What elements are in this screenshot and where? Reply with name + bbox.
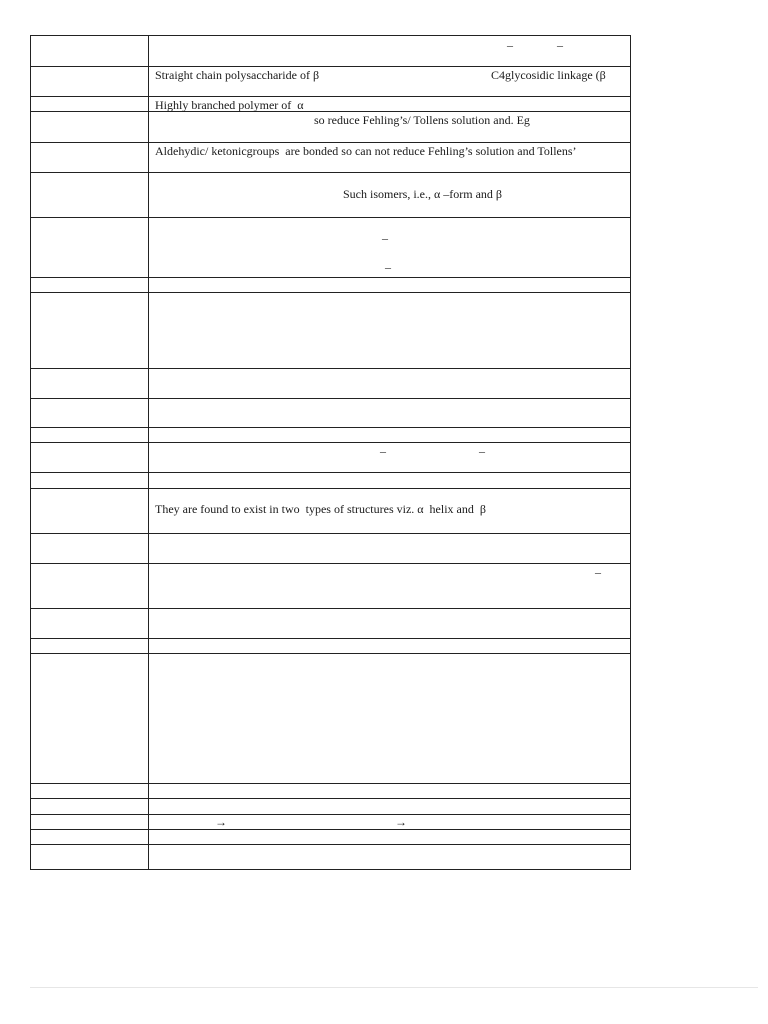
content-cell xyxy=(149,654,631,784)
label-cell xyxy=(31,97,149,112)
content-cell xyxy=(149,830,631,845)
table-row xyxy=(31,218,631,278)
cell-text: Straight chain polysaccharide of β xyxy=(155,68,320,82)
label-cell xyxy=(31,278,149,293)
content-cell xyxy=(149,473,631,489)
right-arrow-icon: → xyxy=(395,815,407,829)
table-row xyxy=(31,473,631,489)
label-cell xyxy=(31,815,149,830)
label-cell xyxy=(31,799,149,815)
table-row xyxy=(31,830,631,845)
right-arrow-icon: → xyxy=(215,815,227,829)
label-cell xyxy=(31,564,149,609)
page-divider xyxy=(30,987,758,988)
cell-text: Such isomers, i.e., α –form and β xyxy=(343,187,503,201)
label-cell xyxy=(31,784,149,799)
table-row xyxy=(31,278,631,293)
table-row xyxy=(31,443,631,473)
label-cell xyxy=(31,443,149,473)
dash-mark: – xyxy=(507,38,513,52)
content-cell xyxy=(149,67,631,97)
dash-mark: – xyxy=(595,565,601,579)
label-cell xyxy=(31,654,149,784)
table-row xyxy=(31,36,631,67)
label-cell xyxy=(31,218,149,278)
content-cell xyxy=(149,293,631,369)
table-row xyxy=(31,67,631,97)
table-row xyxy=(31,428,631,443)
content-cell xyxy=(149,564,631,609)
table-row xyxy=(31,173,631,218)
content-cell xyxy=(149,97,631,112)
label-cell xyxy=(31,36,149,67)
content-cell xyxy=(149,399,631,428)
table-row xyxy=(31,609,631,639)
content-cell xyxy=(149,428,631,443)
dash-mark: – xyxy=(380,444,386,458)
content-cell xyxy=(149,143,631,173)
table-row xyxy=(31,112,631,143)
content-cell xyxy=(149,443,631,473)
content-cell xyxy=(149,784,631,799)
label-cell xyxy=(31,173,149,218)
table-row xyxy=(31,399,631,428)
label-cell xyxy=(31,112,149,143)
label-cell xyxy=(31,830,149,845)
content-cell xyxy=(149,489,631,534)
dash-mark: – xyxy=(557,38,563,52)
table-row xyxy=(31,564,631,609)
label-cell xyxy=(31,639,149,654)
label-cell xyxy=(31,143,149,173)
content-cell xyxy=(149,609,631,639)
table-row xyxy=(31,293,631,369)
cell-text: Highly branched polymer of α xyxy=(155,98,304,112)
cell-text: C4glycosidic linkage (β xyxy=(491,68,606,82)
table-row xyxy=(31,489,631,534)
content-cell xyxy=(149,173,631,218)
label-cell xyxy=(31,67,149,97)
label-cell xyxy=(31,293,149,369)
content-cell xyxy=(149,845,631,870)
table-row xyxy=(31,784,631,799)
table-row xyxy=(31,369,631,399)
content-cell xyxy=(149,534,631,564)
notes-table xyxy=(30,35,631,870)
dash-mark: – xyxy=(385,260,391,274)
cell-text: so reduce Fehling’s/ Tollens solution and. Eg xyxy=(314,113,530,127)
label-cell xyxy=(31,399,149,428)
content-cell xyxy=(149,36,631,67)
table-row xyxy=(31,799,631,815)
content-cell xyxy=(149,112,631,143)
label-cell xyxy=(31,489,149,534)
label-cell xyxy=(31,845,149,870)
content-cell xyxy=(149,815,631,830)
table-row xyxy=(31,143,631,173)
label-cell xyxy=(31,473,149,489)
table-row xyxy=(31,815,631,830)
content-cell xyxy=(149,218,631,278)
dash-mark: – xyxy=(382,231,388,245)
label-cell xyxy=(31,534,149,564)
label-cell xyxy=(31,428,149,443)
table-row xyxy=(31,639,631,654)
dash-mark: – xyxy=(479,444,485,458)
cell-text: Aldehydic/ ketonicgroups are bonded so can not reduce Fehling’s solution and Tollens’ xyxy=(155,144,577,158)
table-row xyxy=(31,97,631,112)
table-row xyxy=(31,654,631,784)
label-cell xyxy=(31,609,149,639)
content-cell xyxy=(149,369,631,399)
content-cell xyxy=(149,278,631,293)
content-cell xyxy=(149,639,631,654)
content-cell xyxy=(149,799,631,815)
table-row xyxy=(31,845,631,870)
table-row xyxy=(31,534,631,564)
cell-text: They are found to exist in two types of structures viz. α helix and β xyxy=(155,502,486,516)
label-cell xyxy=(31,369,149,399)
